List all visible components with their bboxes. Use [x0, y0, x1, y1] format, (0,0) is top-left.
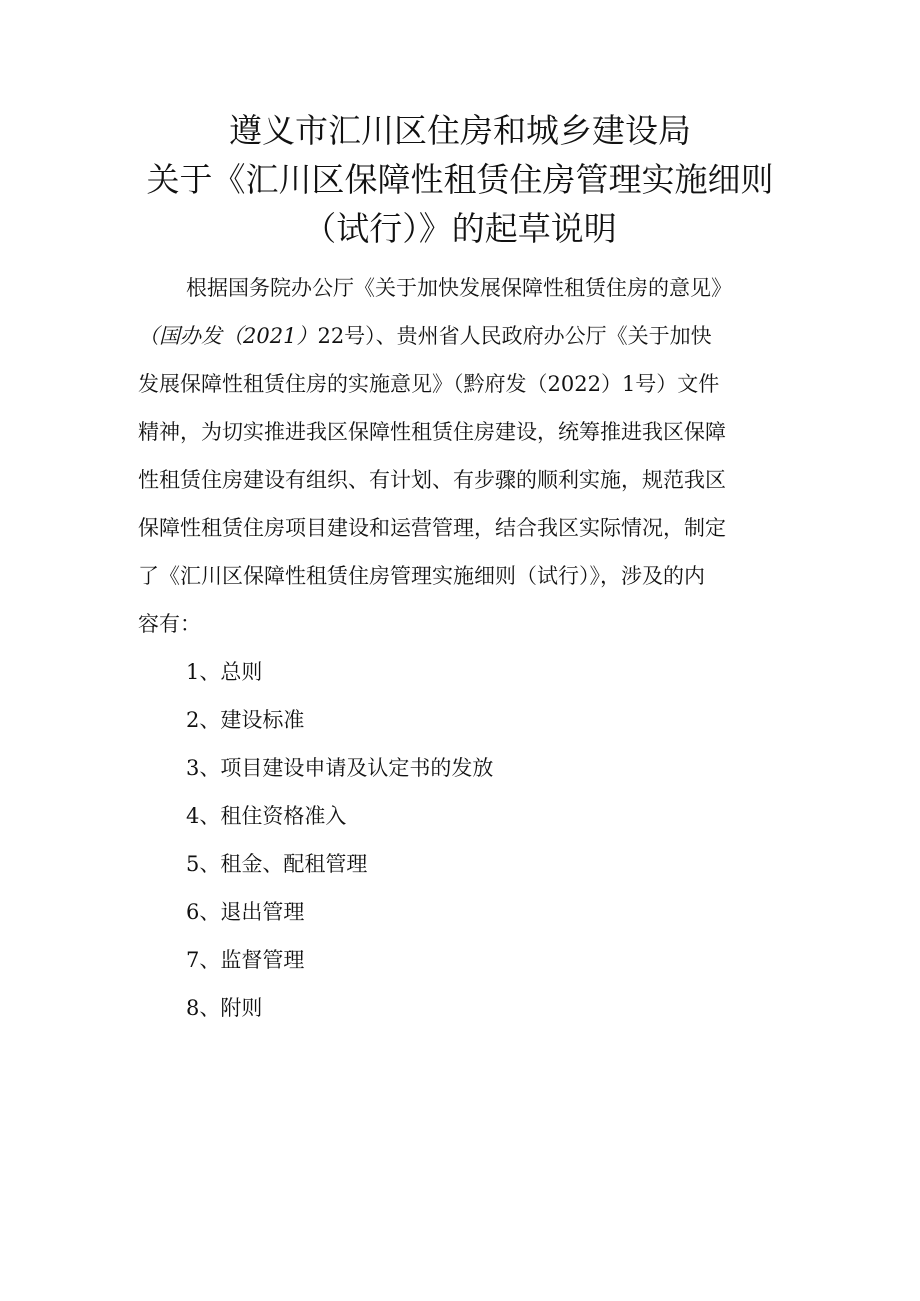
- list-item-text: 监督管理: [220, 948, 305, 972]
- list-item-number: 2、: [186, 708, 221, 732]
- list-item-number: 3、: [186, 756, 221, 780]
- intro-line-1: 根据国务院办公厅《关于加快发展保障性租赁住房的意见》: [186, 276, 732, 300]
- list-item-text: 建设标准: [220, 708, 305, 732]
- list-item-text: 总则: [220, 660, 263, 684]
- title-line-2: 关于《汇川区保障性租赁住房管理实施细则: [146, 160, 774, 199]
- list-item-text: 项目建设申请及认定书的发放: [220, 756, 494, 780]
- intro-line-2-rest: 22号）、贵州省人民政府办公厅《关于加快: [317, 324, 712, 348]
- list-item-number: 6、: [186, 900, 221, 924]
- list-item: [186, 696, 493, 744]
- content-list: [186, 648, 493, 1032]
- title-line-3: （试行）》的起草说明: [303, 209, 617, 248]
- list-item: [186, 936, 493, 984]
- intro-paragraph: [138, 264, 786, 648]
- list-item-number: 8、: [186, 996, 221, 1020]
- list-item-number: 7、: [186, 948, 221, 972]
- intro-line-5: 性租赁住房建设有组织、有计划、有步骤的顺利实施，规范我区: [138, 468, 726, 492]
- list-item: [186, 984, 493, 1032]
- list-item-text: 租住资格准入: [220, 804, 347, 828]
- list-item-text: 退出管理: [220, 900, 305, 924]
- list-item: [186, 792, 493, 840]
- list-item: [186, 888, 493, 936]
- intro-line-7: 了《汇川区保障性租赁住房管理实施细则（试行）》，涉及的内: [138, 564, 705, 588]
- intro-line-4: 精神，为切实推进我区保障性租赁住房建设，统筹推进我区保障: [138, 420, 726, 444]
- list-item: [186, 744, 493, 792]
- intro-line-6: 保障性租赁住房项目建设和运营管理，结合我区实际情况，制定: [138, 516, 726, 540]
- title-line-1: 遵义市汇川区住房和城乡建设局: [229, 111, 691, 150]
- intro-line-2-italic: （国办发（2021）: [138, 324, 318, 348]
- list-item: [186, 840, 493, 888]
- list-item-number: 4、: [186, 804, 221, 828]
- list-item-number: 5、: [186, 852, 221, 876]
- document-title: [100, 106, 820, 253]
- intro-line-3: 发展保障性租赁住房的实施意见》（黔府发（2022）1号）文件: [138, 372, 720, 396]
- list-item-text: 附则: [220, 996, 263, 1020]
- list-item-text: 租金、配租管理: [220, 852, 368, 876]
- list-item: [186, 648, 493, 696]
- list-item-number: 1、: [186, 660, 221, 684]
- intro-line-2: [138, 312, 786, 360]
- intro-line-8: 容有：: [138, 612, 201, 636]
